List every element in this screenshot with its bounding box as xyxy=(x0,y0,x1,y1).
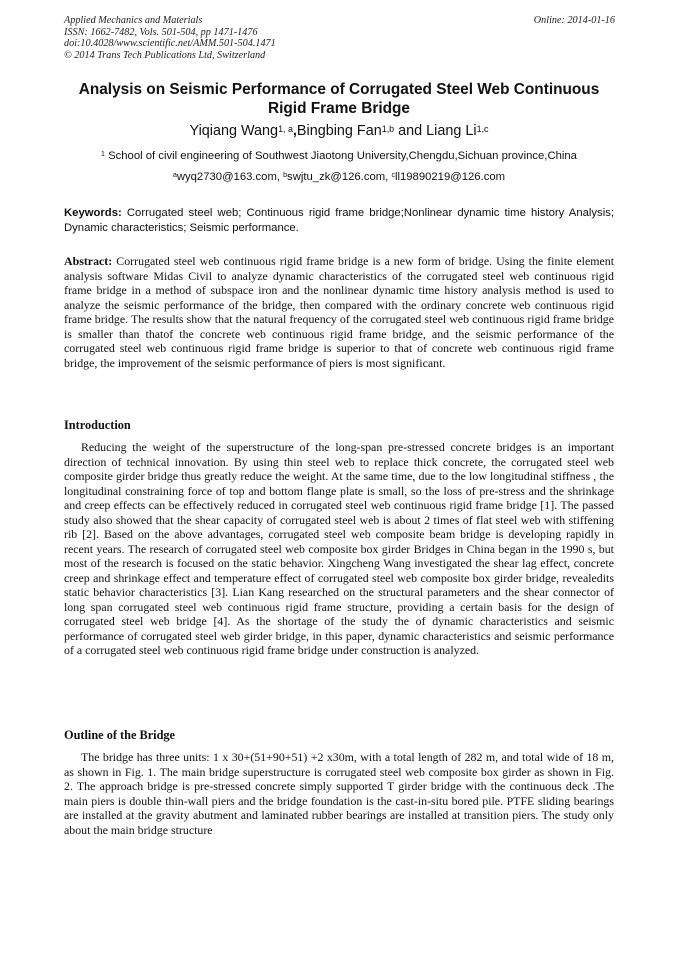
affiliation-text: School of civil engineering of Southwest Jiaotong University,Chengdu,Sichuan province,China xyxy=(104,150,577,162)
author-name: Liang Li xyxy=(426,123,477,139)
introduction-heading: Introduction xyxy=(64,418,131,432)
keywords-text: Corrugated steel web; Continuous rigid frame bridge;Nonlinear dynamic time history Analysis; Dynamic characteristics; Seismic performance. xyxy=(64,207,614,234)
outline-heading: Outline of the Bridge xyxy=(64,728,176,742)
author-superscript: 1,b xyxy=(381,124,395,134)
email-superscript: a xyxy=(172,172,177,179)
journal-name: Applied Mechanics and Materials xyxy=(64,15,203,26)
doi-line: doi:10.4028/www.scientific.net/AMM.501-504.1471 xyxy=(64,38,276,50)
author-superscript: 1,c xyxy=(476,124,489,134)
abstract-text: Corrugated steel web continuous rigid frame bridge is a new form of bridge. Using the finite element analysis software Midas Civil to analyze dynamic characteristics of the corrugated steel web continuous rigid frame bridge in a method of subspace iron and the nonlinear dynamic time history analysis method is used to analyze the seismic performance of the bridge, then compared with the ordinary concrete web continuous rigid frame bridge. The results show that the natural frequency of the corrugated steel web continuous rigid frame bridge is smaller than thatof the concrete web continuous rigid frame bridge, and the seismic performance of the corrugated steel web continuous rigid frame bridge is superior to that of concrete web continuous rigid frame bridge, the improvement of the seismic performance of piers is most significant. xyxy=(64,254,614,370)
keywords-label: Keywords: xyxy=(64,207,122,219)
abstract-block xyxy=(64,254,614,370)
author-separator: and xyxy=(394,123,427,139)
email-address: swjtu_zk@126.com, xyxy=(287,171,392,183)
issn-line: ISSN: 1662-7482, Vols. 501-504, pp 1471-1476 xyxy=(64,26,258,38)
email-superscript: b xyxy=(283,172,288,179)
email-address: wyq2730@163.com, xyxy=(176,171,284,183)
author-superscript: 1, a xyxy=(278,124,293,134)
abstract-label: Abstract: xyxy=(64,254,113,268)
keywords-block xyxy=(64,206,614,235)
author-separator: , xyxy=(292,123,297,139)
online-date: Online: 2014-01-16 xyxy=(533,15,615,26)
author-name: Yiqiang Wang xyxy=(189,123,279,139)
paper-title: Analysis on Seismic Performance of Corrugated Steel Web Continuous Rigid Frame Bridge xyxy=(78,81,600,117)
copyright-line: © 2014 Trans Tech Publications Ltd, Switzerland xyxy=(64,49,266,61)
journal-header xyxy=(64,15,276,61)
email-line xyxy=(64,170,614,185)
affiliation xyxy=(64,149,614,164)
introduction-paragraph: Reducing the weight of the superstructure of the long-span pre-stressed concrete bridges is an important direction of technical innovation. By using thin steel web to replace thick concrete, the corrugated steel web composite girder bridge thus greatly reduce the weight. At the same time, due to the low longitudinal stiffness , the longitudinal constraining force of top and bottom flange plate is small, so the loss of pre-stress and the shrinkage and creep effects can be effectively reduced in corrugated steel web continuous rigid frame bridge [1]. The passed study also showed that the shear capacity of corrugated steel web is about 2 times of flat steel web with stiffening rib [2]. Based on the above advantages, corrugated steel web composite beam bridge is developing rapidly in recent years. The research of corrugated steel web composite box girder Bridges in China began in the 1990 s, but most of the research is focused on the static behavior. Xingcheng Wang investigated the shear lag effect, concrete creep and shrinkage effect and temperature effect of corrugated steel web composite box girder bridge, revealedits static behavior characteristics [3]. Lian Kang researched on the structural parameters and the shear connector of long span corrugated steel web continuous rigid frame structure, providing a certain basis for the design of corrugated steel web bridge [4]. As the shortage of the study the of dynamic characteristics and seismic performance of corrugated steel web girder bridge, in this paper, dynamic characteristics and seismic performance of a corrugated steel web continuous rigid frame bridge under construction is analyzed. xyxy=(64,440,614,657)
outline-paragraph: The bridge has three units: 1 x 30+(51+90+51) +2 x30m, with a total length of 282 m, and total wide of 18 m, as shown in Fig. 1. The main bridge superstructure is corrugated steel web composite box girder as shown in Fig. 2. The approach bridge is pre-stressed concrete simply supported T girder bridge with the continuous deck .The main piers is double thin-wall piers and the bridge foundation is the cast-in-situ bored pile. PTFE sliding bearings are installed at the gravity abutment and laminated rubber bearings are installed at transition piers. The study only about the main bridge structure xyxy=(64,750,614,837)
author-line xyxy=(64,122,614,140)
author-name: Bingbing Fan xyxy=(296,123,382,139)
email-superscript: c xyxy=(391,172,395,179)
affiliation-superscript: 1 xyxy=(101,151,105,158)
email-address: ll19890219@126.com xyxy=(394,171,506,183)
